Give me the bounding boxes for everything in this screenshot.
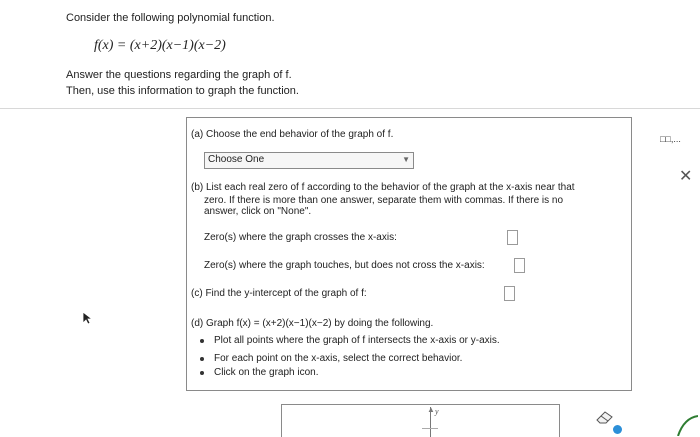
part-d-bullet-1: Plot all points where the graph of f intersects the x-axis or y-axis. (214, 335, 500, 346)
touches-answer-input[interactable] (514, 258, 525, 273)
touches-label: Zero(s) where the graph touches, but does not cross the x-axis: (204, 260, 485, 271)
part-b-question-line-3: answer, click on "None". (204, 206, 312, 217)
close-icon[interactable]: ✕ (679, 168, 693, 185)
eraser-icon[interactable] (595, 409, 615, 425)
intro-line-1: Consider the following polynomial function. (66, 12, 275, 24)
bullet-dot (200, 339, 204, 343)
axis-tick (422, 428, 438, 429)
chevron-down-icon: ▼ (402, 155, 410, 164)
crosses-answer-input[interactable] (507, 230, 518, 245)
end-behavior-select[interactable] (204, 152, 414, 169)
intro-line-4: Then, use this information to graph the function. (66, 85, 299, 97)
graph-area[interactable] (281, 404, 560, 437)
axis-arrow-icon: ▲ (427, 405, 435, 414)
part-d-bullet-2: For each point on the x-axis, select the correct behavior. (214, 353, 463, 364)
mouse-cursor-icon (82, 311, 94, 325)
part-c-question: (c) Find the y-intercept of the graph of f: (191, 288, 367, 299)
crosses-label: Zero(s) where the graph crosses the x-axis: (204, 232, 397, 243)
intro-line-3: Answer the questions regarding the graph of f. (66, 69, 292, 81)
select-value: Choose One (208, 154, 265, 165)
y-intercept-input[interactable] (504, 286, 515, 301)
function-definition: f(x) = (x+2)(x−1)(x−2) (94, 38, 226, 53)
part-b-question-line-1: (b) List each real zero of f according to the behavior of the graph at the x-axis near that (191, 182, 575, 193)
section-divider (0, 108, 700, 109)
bullet-dot (200, 371, 204, 375)
keypad-label: □□,... (660, 134, 681, 144)
part-a-question: (a) Choose the end behavior of the graph of f. (191, 129, 394, 140)
part-b-question-line-2: zero. If there is more than one answer, separate them with commas. If there is no (204, 195, 564, 206)
graph-tool-icon[interactable] (674, 412, 698, 436)
point-tool-icon[interactable] (613, 425, 622, 434)
part-d-question: (d) Graph f(x) = (x+2)(x−1)(x−2) by doing the following. (191, 318, 434, 329)
keypad-icon[interactable] (660, 134, 681, 144)
bullet-dot (200, 357, 204, 361)
question-panel (186, 117, 632, 391)
part-d-bullet-3: Click on the graph icon. (214, 367, 319, 378)
y-axis-label: y (435, 407, 439, 416)
